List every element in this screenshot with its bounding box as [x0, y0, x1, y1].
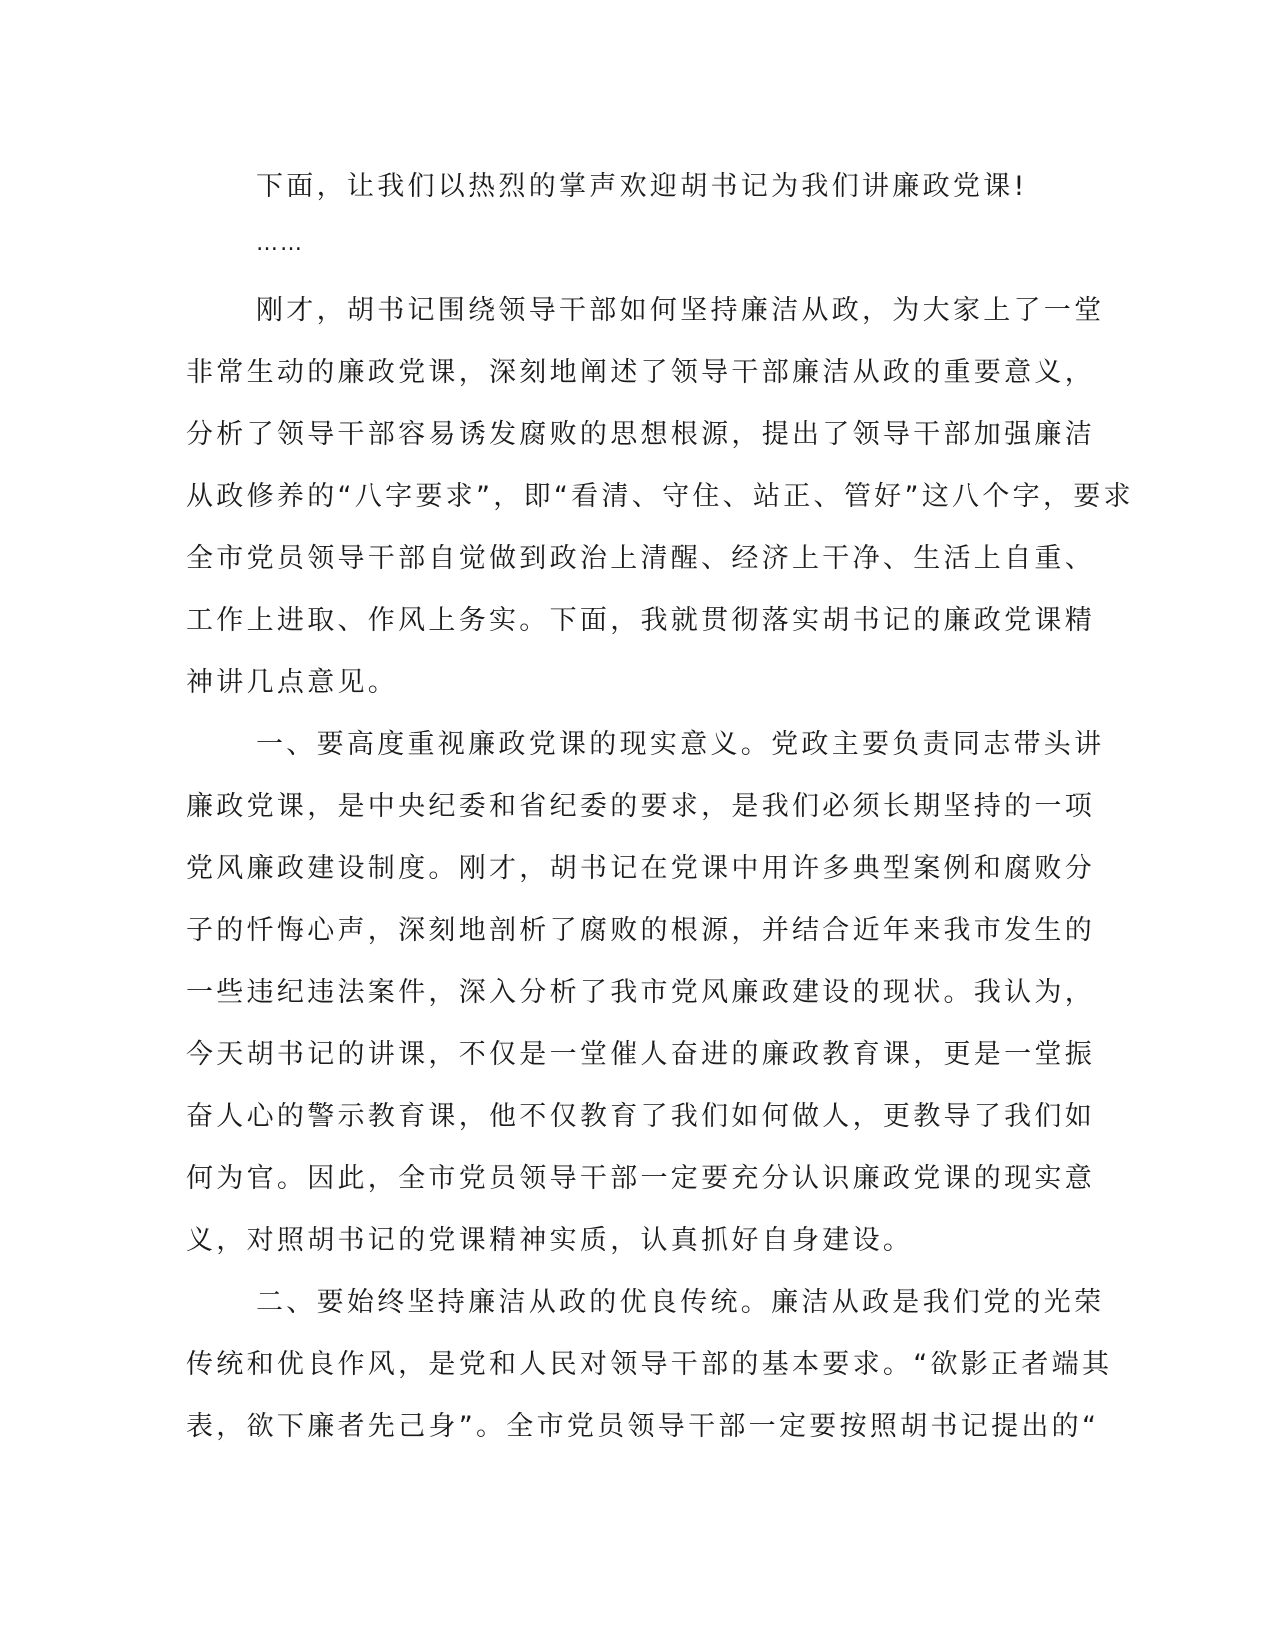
text-line: 义，对照胡书记的党课精神实质，认真抓好自身建设。: [186, 1225, 914, 1256]
text-line-ellipsis: ……: [256, 231, 304, 256]
text-line: 传统和优良作风，是党和人民对领导干部的基本要求。“欲影正者端其: [186, 1349, 1113, 1380]
text-line: 何为官。因此，全市党员领导干部一定要充分认识廉政党课的现实意: [186, 1163, 1095, 1194]
text-line: 从政修养的“八字要求”，即“看清、守住、站正、管好”这八个字，要求: [186, 481, 1134, 512]
text-line: 子的忏悔心声，深刻地剖析了腐败的根源，并结合近年来我市发生的: [186, 915, 1095, 946]
text-line-section-2-heading: 二、要始终坚持廉洁从政的优良传统。廉洁从政是我们党的光荣: [256, 1287, 1105, 1318]
text-line: 党风廉政建设制度。刚才，胡书记在党课中用许多典型案例和腐败分: [186, 853, 1095, 884]
text-line: 今天胡书记的讲课，不仅是一堂催人奋进的廉政教育课，更是一堂振: [186, 1039, 1095, 1070]
text-line: 廉政党课，是中央纪委和省纪委的要求，是我们必须长期坚持的一项: [186, 791, 1095, 822]
text-line: 全市党员领导干部自觉做到政治上清醒、经济上干净、生活上自重、: [186, 543, 1095, 574]
text-line: 一些违纪违法案件，深入分析了我市党风廉政建设的现状。我认为，: [186, 977, 1095, 1008]
text-line-section-1-heading: 一、要高度重视廉政党课的现实意义。党政主要负责同志带头讲: [256, 729, 1105, 760]
document-body: [186, 156, 1134, 1458]
text-line: 刚才，胡书记围绕领导干部如何坚持廉洁从政，为大家上了一堂: [256, 295, 1105, 326]
text-line: 表，欲下廉者先己身”。全市党员领导干部一定要按照胡书记提出的“: [186, 1411, 1100, 1442]
text-line: 工作上进取、作风上务实。下面，我就贯彻落实胡书记的廉政党课精: [186, 605, 1095, 636]
text-line: 奋人心的警示教育课，他不仅教育了我们如何做人，更教导了我们如: [186, 1101, 1095, 1132]
text-line: 分析了领导干部容易诱发腐败的思想根源，提出了领导干部加强廉洁: [186, 419, 1095, 450]
text-line: 非常生动的廉政党课，深刻地阐述了领导干部廉洁从政的重要意义，: [186, 357, 1095, 388]
text-line: 神讲几点意见。: [186, 667, 399, 698]
text-line-intro: 下面，让我们以热烈的掌声欢迎胡书记为我们讲廉政党课!: [256, 171, 1028, 202]
